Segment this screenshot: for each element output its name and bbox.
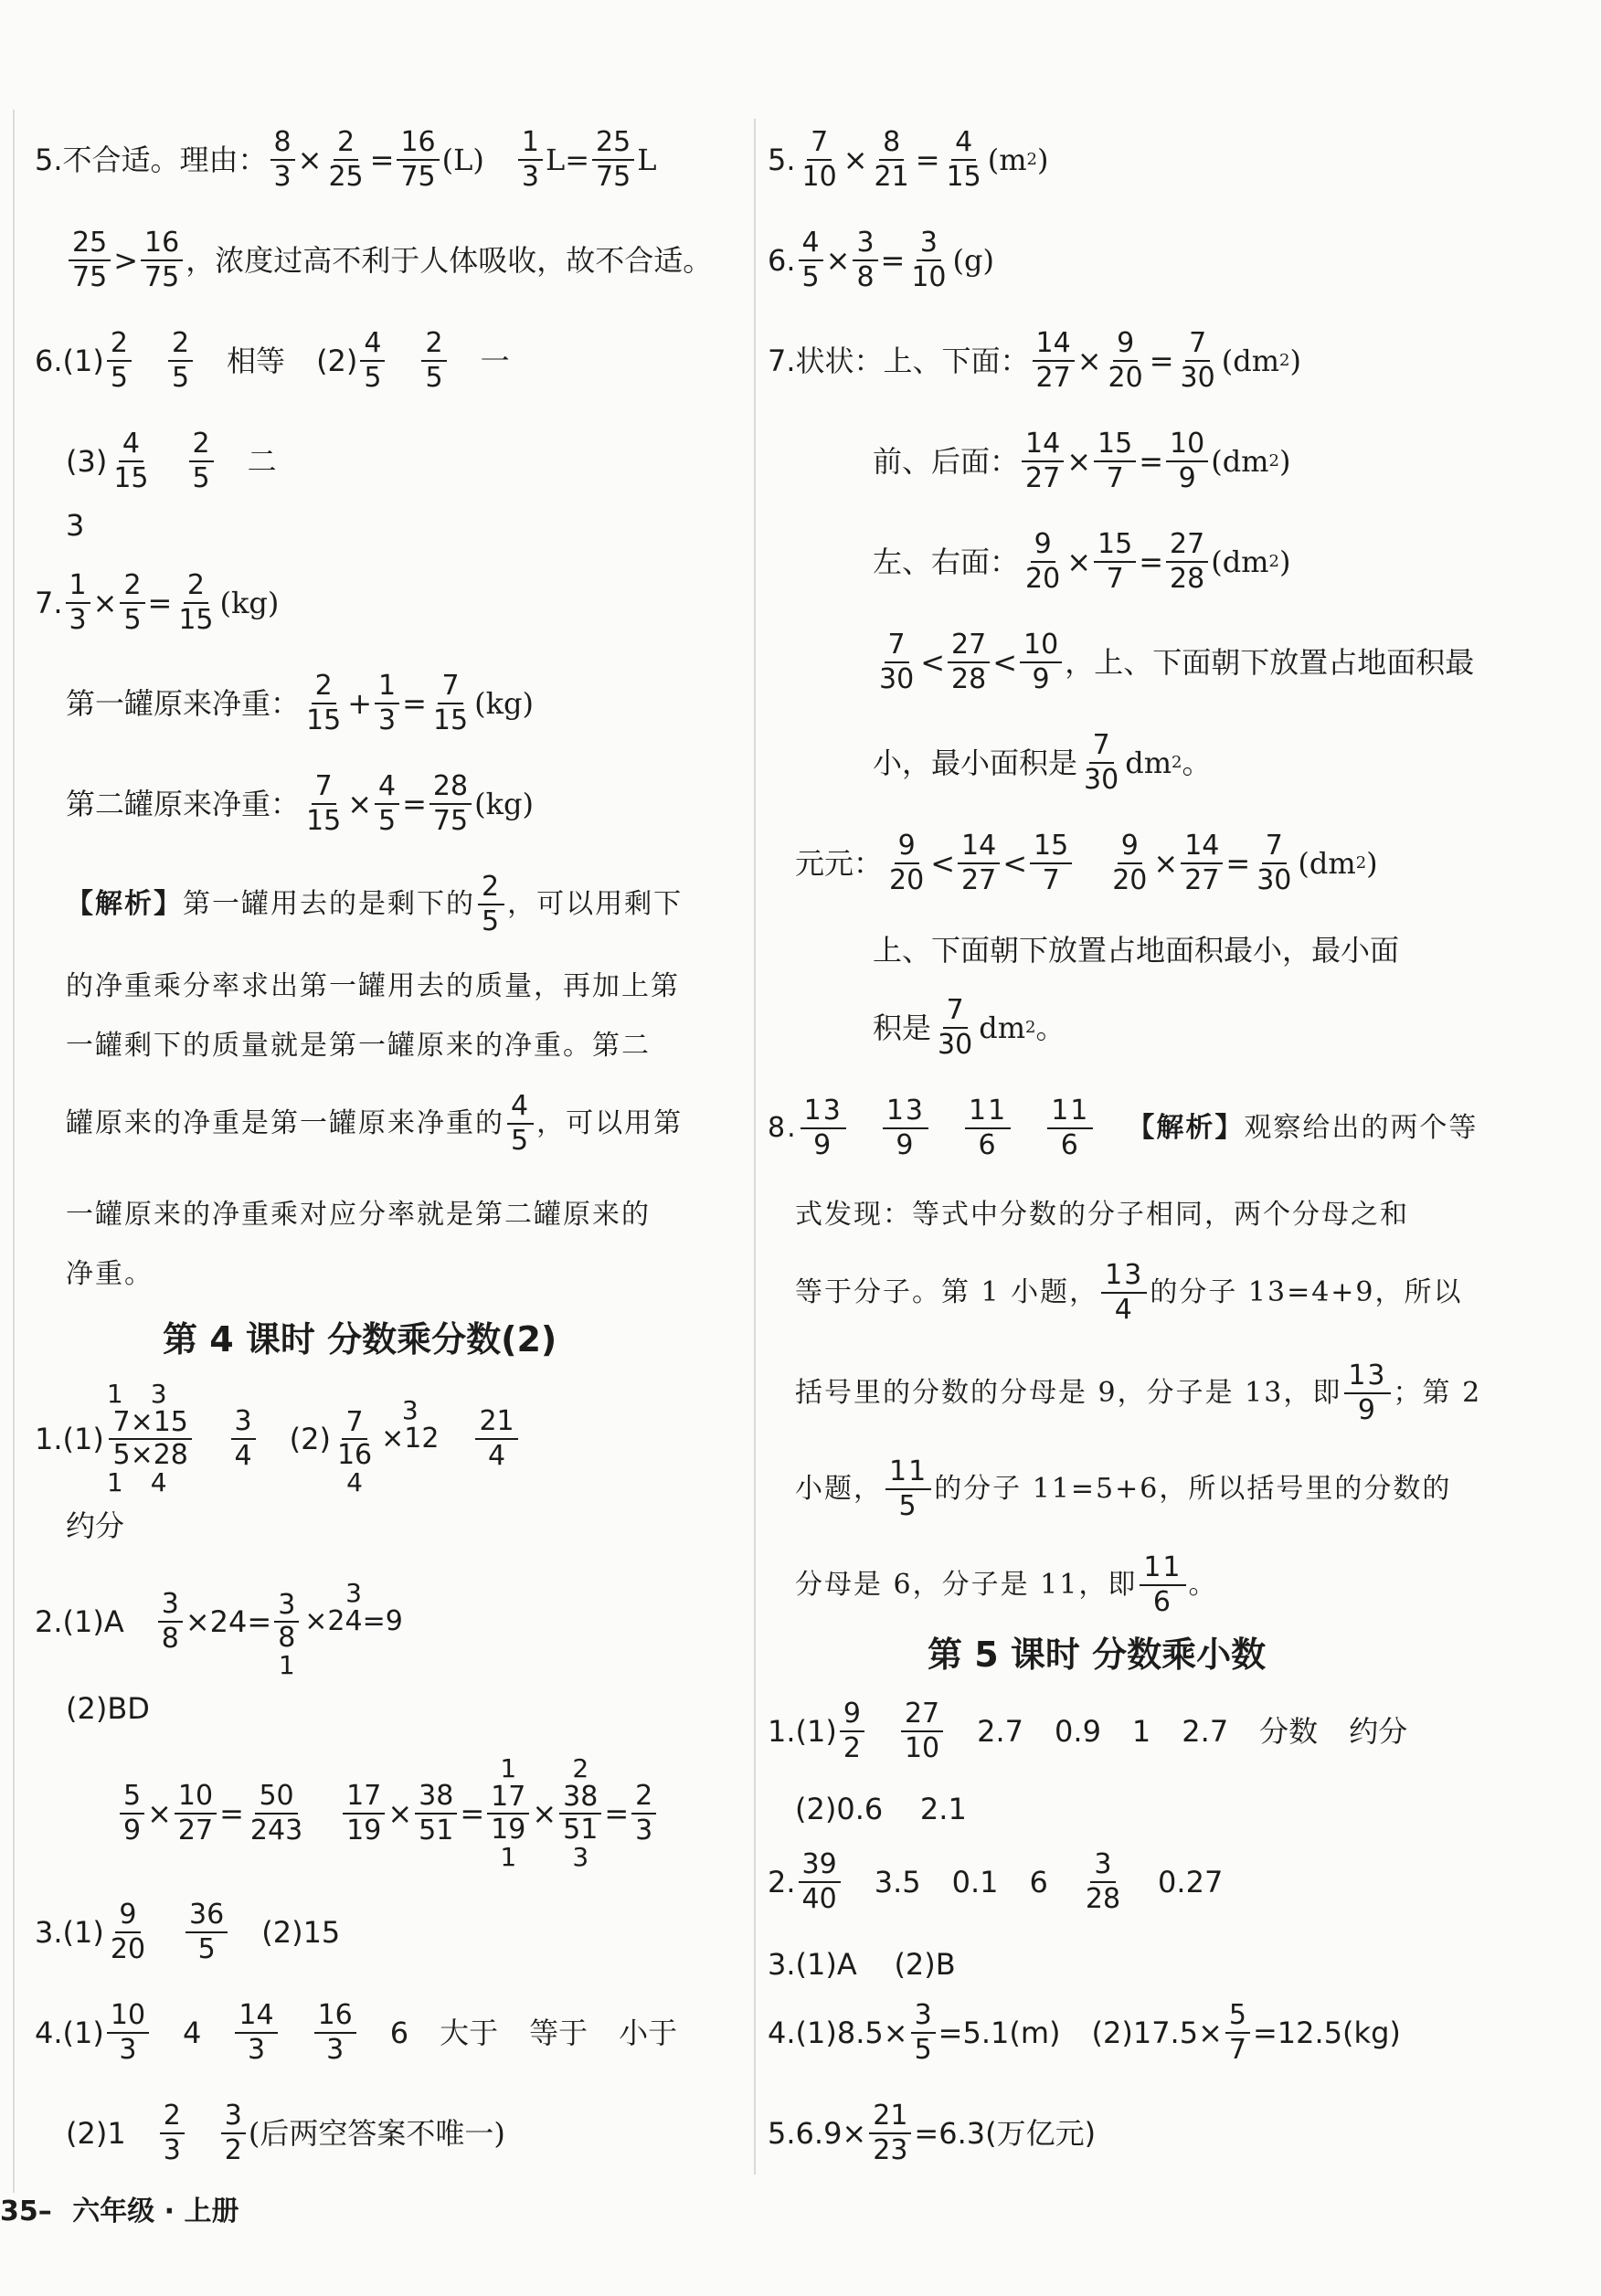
analysis-q7-line6: 净重。 bbox=[66, 1258, 154, 1290]
fraction: $\frac{39}{40}$ bbox=[799, 1851, 841, 1913]
right-q6-line: 6. $\frac{4}{5}$ × $\frac{3}{8}$ = $\frac{3}{10}$ (g) bbox=[768, 227, 994, 293]
fraction: $\frac{13}{4}$ bbox=[1101, 1262, 1147, 1324]
right-q7-line8: 积是 $\frac{7}{30}$ dm 2 。 bbox=[873, 994, 1066, 1061]
right-q8-line1: 8. $\frac{13}{9}$ $\frac{13}{9}$ $\frac{11}{6}$ $\frac{11}{6}$ 【解析】 观察给出的两个等 bbox=[768, 1095, 1479, 1161]
cancel-fraction: 2 38 51 3 bbox=[559, 1755, 601, 1872]
fraction: $\frac{13}{9}$ bbox=[1344, 1362, 1390, 1424]
fraction: $\frac{2}{25}$ bbox=[328, 126, 364, 193]
fraction: $\frac{3}{2}$ bbox=[221, 2102, 246, 2164]
lesson4-q1-note: 约分 bbox=[66, 1508, 125, 1543]
left-q7-line3: 第二罐原来净重： $\frac{7}{15}$ × $\frac{4}{5}$ = $\frac{28}{75}$ (kg) bbox=[66, 770, 534, 837]
right-q7-line1: 7. 状状：上、下面： $\frac{14}{27}$ × $\frac{9}{20}$ = $\frac{7}{30}$ (dm 2 ) bbox=[768, 327, 1301, 394]
fraction: $\frac{3}{28}$ bbox=[1085, 1848, 1121, 1915]
fraction: $\frac{10}{9}$ bbox=[1020, 631, 1062, 693]
analysis-q7-line5: 一罐原来的净重乘对应分率就是第二罐原来的 bbox=[66, 1199, 651, 1231]
fraction: $\frac{11}{6}$ bbox=[965, 1097, 1011, 1159]
fraction: $\frac{15}{7}$ bbox=[1094, 430, 1136, 492]
fraction: $\frac{7}{30}$ bbox=[1256, 830, 1292, 896]
lesson-5-heading: 第 5 课时 分数乘小数 bbox=[928, 1635, 1267, 1675]
lesson5-q4-line: 4.(1)8.5× $\frac{3}{5}$ =5.1(m) (2)17.5× $\frac{5}{7}$ =12.5(kg) bbox=[768, 1999, 1401, 2066]
fraction: $\frac{2}{15}$ bbox=[178, 569, 214, 636]
analysis-q7-line1: 【解析】 第一罐用去的是剩下的 $\frac{2}{5}$ ，可以用剩下 bbox=[66, 871, 684, 937]
fraction: $\frac{16}{75}$ bbox=[397, 129, 439, 191]
right-q7-line6: 元元： $\frac{9}{20}$ < $\frac{14}{27}$ < $\frac{15}{7}$ $\frac{9}{20}$ × $\frac{14}{27}$ = $\frac{7}{30}$ (dm 2 ) bbox=[795, 830, 1378, 896]
fraction: $\frac{14}{27}$ bbox=[958, 832, 1000, 894]
fraction: $\frac{27}{10}$ bbox=[901, 1700, 943, 1762]
fraction: $\frac{15}{7}$ bbox=[1030, 832, 1072, 894]
fraction: $\frac{14}{27}$ bbox=[1022, 430, 1064, 492]
right-q8-line2: 式发现：等式中分数的分子相同，两个分母之和 bbox=[795, 1199, 1409, 1231]
fraction: $\frac{7}{10}$ bbox=[801, 126, 837, 193]
left-q6-line2: (3) $\frac{4}{15}$ $\frac{2}{5}$ 二 bbox=[66, 428, 277, 494]
fraction: $\frac{7}{15}$ bbox=[432, 670, 469, 736]
fraction: $\frac{1}{3}$ bbox=[66, 572, 90, 634]
lesson5-q1-line1: 1.(1) $\frac{9}{2}$ $\frac{27}{10}$ 2.7 0.9 1 2.7 分数 约分 bbox=[768, 1698, 1408, 1764]
fraction: $\frac{25}{75}$ bbox=[592, 129, 634, 191]
cancel-fraction: 13 7×15 5×28 14 bbox=[106, 1379, 195, 1497]
fraction: $\frac{7}{30}$ bbox=[879, 629, 915, 695]
fraction: $\frac{27}{28}$ bbox=[948, 631, 990, 693]
fraction: $\frac{4}{15}$ bbox=[113, 428, 149, 494]
analysis-q7-line4: 罐原来的净重是第一罐原来净重的 $\frac{4}{5}$ ，可以用第 bbox=[66, 1090, 684, 1157]
lesson-4-heading: 第 4 课时 分数乘分数(2) bbox=[163, 1319, 557, 1360]
lesson4-q4-line2: (2)1 $\frac{2}{3}$ $\frac{3}{2}$ (后两空答案不唯一) bbox=[66, 2100, 505, 2166]
fraction: $\frac{50}{243}$ bbox=[249, 1780, 303, 1846]
fraction: $\frac{3}{10}$ bbox=[911, 227, 947, 293]
fraction: $\frac{8}{21}$ bbox=[874, 126, 909, 193]
grade-label: 六年级 · 上册 bbox=[72, 2195, 239, 2227]
fraction: $\frac{2}{3}$ bbox=[160, 2102, 185, 2164]
fraction: $\frac{2}{5}$ bbox=[120, 572, 144, 634]
fraction: $\frac{16}{3}$ bbox=[314, 2002, 356, 2064]
fraction: $\frac{10}{27}$ bbox=[175, 1783, 217, 1845]
fraction: $\frac{9}{20}$ bbox=[1112, 830, 1148, 896]
analysis-q7-line3: 一罐剩下的质量就是第一罐原来的净重。第二 bbox=[66, 1030, 651, 1062]
fraction: $\frac{9}{20}$ bbox=[110, 1899, 146, 1965]
fraction: $\frac{1}{3}$ bbox=[518, 129, 543, 191]
fraction: $\frac{11}{5}$ bbox=[885, 1458, 931, 1520]
fraction: $\frac{1}{3}$ bbox=[375, 672, 399, 735]
fraction: $\frac{7}{15}$ bbox=[306, 770, 342, 837]
fraction: $\frac{2}{3}$ bbox=[631, 1783, 656, 1845]
cancel-fraction: 7 16 4 bbox=[336, 1406, 373, 1497]
fraction: $\frac{4}{5}$ bbox=[360, 330, 385, 392]
fraction: $\frac{2}{15}$ bbox=[306, 670, 342, 736]
fraction: $\frac{13}{9}$ bbox=[883, 1097, 928, 1159]
fraction: $\frac{11}{6}$ bbox=[1047, 1097, 1093, 1159]
lesson5-q3-line: 3.(1)A (2)B bbox=[768, 1947, 956, 1982]
right-q8-line3: 等于分子。第 1 小题， $\frac{13}{4}$ 的分子 13=4+9，所以 bbox=[795, 1259, 1463, 1326]
lesson4-q2-line3: $\frac{5}{9}$ × $\frac{10}{27}$ = $\frac{50}{243}$ $\frac{17}{19}$ × $\frac{38}{51}$ = 1 17 19 1 × 2 38 51 3 = $\frac{2}{3}$ bbox=[117, 1745, 659, 1882]
fraction: $\frac{14}{3}$ bbox=[235, 2002, 277, 2064]
left-q6-line1: 6.(1) $\frac{2}{5}$ $\frac{2}{5}$ 相等 (2) $\frac{4}{5}$ $\frac{2}{5}$ 一 bbox=[35, 327, 510, 394]
page-footer: 35– 六年级 · 上册 bbox=[0, 2195, 239, 2227]
fraction: $\frac{4}{5}$ bbox=[375, 773, 399, 835]
fraction: $\frac{27}{28}$ bbox=[1166, 531, 1208, 593]
fraction: $\frac{14}{27}$ bbox=[1181, 832, 1223, 894]
fraction: $\frac{17}{19}$ bbox=[343, 1783, 385, 1845]
fraction: $\frac{36}{5}$ bbox=[186, 1901, 228, 1963]
fraction: $\frac{13}{9}$ bbox=[800, 1097, 846, 1159]
fraction: $\frac{2}{5}$ bbox=[478, 873, 504, 936]
right-q7-line2: 前、后面： $\frac{14}{27}$ × $\frac{15}{7}$ = $\frac{10}{9}$ (dm 2 ) bbox=[873, 428, 1291, 494]
left-q5-line2: $\frac{25}{75}$ > $\frac{16}{75}$ ，浓度过高不利于人体吸收，故不合适。 bbox=[66, 219, 712, 302]
lesson5-q1-line2: (2)0.6 2.1 bbox=[795, 1792, 967, 1826]
lesson4-q2-line2: (2)BD bbox=[66, 1691, 150, 1726]
column-divider bbox=[754, 119, 756, 2174]
left-q6-line3: 3 bbox=[66, 508, 85, 543]
left-q7-line1: 7. $\frac{1}{3}$ × $\frac{2}{5}$ = $\frac{2}{15}$ (kg) bbox=[35, 569, 280, 636]
fraction: $\frac{9}{20}$ bbox=[1108, 327, 1143, 394]
fraction: $\frac{4}{5}$ bbox=[799, 229, 823, 291]
fraction: $\frac{2}{5}$ bbox=[107, 330, 132, 392]
fraction: $\frac{9}{2}$ bbox=[840, 1700, 864, 1762]
fraction: $\frac{4}{5}$ bbox=[507, 1093, 534, 1155]
lesson5-q5-line: 5.6.9× $\frac{21}{23}$ =6.3(万亿元) bbox=[768, 2100, 1097, 2166]
fraction: $\frac{28}{75}$ bbox=[429, 773, 472, 835]
fraction: $\frac{14}{27}$ bbox=[1033, 330, 1075, 392]
fraction: $\frac{3}{4}$ bbox=[231, 1408, 256, 1470]
right-q7-line5: 小，最小面积是 $\frac{7}{30}$ dm 2 。 bbox=[873, 729, 1212, 796]
fraction: $\frac{3}{8}$ bbox=[853, 229, 877, 291]
right-q7-line7: 上、下面朝下放置占地面积最小，最小面 bbox=[873, 933, 1400, 968]
fraction: $\frac{10}{9}$ bbox=[1166, 430, 1208, 492]
fraction: $\frac{21}{23}$ bbox=[869, 2102, 911, 2164]
lesson5-q2-line: 2. $\frac{39}{40}$ 3.5 0.1 6 $\frac{3}{28}$ 0.27 bbox=[768, 1848, 1224, 1915]
cancel-fraction: 1 17 19 1 bbox=[487, 1755, 529, 1872]
fraction: $\frac{8}{3}$ bbox=[270, 129, 295, 191]
right-q8-line6: 分母是 6，分子是 11，即 $\frac{11}{6}$ 。 bbox=[795, 1551, 1218, 1618]
fraction: $\frac{7}{30}$ bbox=[938, 994, 973, 1061]
fraction: $\frac{21}{4}$ bbox=[475, 1408, 517, 1470]
fraction: $\frac{15}{7}$ bbox=[1094, 531, 1136, 593]
lesson4-q4-line1: 4.(1) $\frac{10}{3}$ 4 $\frac{14}{3}$ $\frac{16}{3}$ 6 大于 等于 小于 bbox=[35, 1999, 678, 2066]
fraction: $\frac{2}{5}$ bbox=[168, 330, 193, 392]
lesson4-q3-line: 3.(1) $\frac{9}{20}$ $\frac{36}{5}$ (2)15 bbox=[35, 1899, 341, 1965]
fraction: $\frac{9}{20}$ bbox=[1025, 528, 1061, 595]
right-q7-line3: 左、右面： $\frac{9}{20}$ × $\frac{15}{7}$ = $\frac{27}{28}$ (dm 2 ) bbox=[873, 528, 1291, 595]
fraction: $\frac{3}{5}$ bbox=[911, 2002, 936, 2064]
left-q5-line1: 5. 不合适。理由： $\frac{8}{3}$ × $\frac{2}{25}$ = $\frac{16}{75}$ (L) $\frac{1}{3}$ L= $\frac{25}{75}$ L bbox=[35, 126, 657, 193]
fraction: $\frac{10}{3}$ bbox=[107, 2002, 149, 2064]
fraction: $\frac{5}{7}$ bbox=[1225, 2002, 1250, 2064]
fraction: $\frac{7}{30}$ bbox=[1084, 729, 1119, 796]
right-q8-line5: 小题， $\frac{11}{5}$ 的分子 11=5+6，所以括号里的分数的 bbox=[795, 1455, 1452, 1522]
page-number: 35 bbox=[0, 2195, 38, 2227]
fraction: $\frac{5}{9}$ bbox=[120, 1783, 144, 1845]
fraction: $\frac{3}{8}$ bbox=[158, 1591, 183, 1653]
cancel-fraction: 3 8 1 bbox=[274, 1563, 299, 1680]
fraction: $\frac{2}{5}$ bbox=[189, 430, 214, 492]
fraction: $\frac{11}{6}$ bbox=[1140, 1554, 1185, 1616]
left-border bbox=[13, 110, 15, 2193]
fraction: $\frac{25}{75}$ bbox=[69, 229, 111, 291]
right-q8-line4: 括号里的分数的分母是 9，分子是 13，即 $\frac{13}{9}$ ；第 2 bbox=[795, 1360, 1482, 1426]
right-q7-line4: $\frac{7}{30}$ < $\frac{27}{28}$ < $\frac{10}{9}$ ，上、下面朝下放置占地面积最 bbox=[873, 621, 1474, 704]
analysis-q7-line2: 的净重乘分率求出第一罐用去的质量，再加上第 bbox=[66, 970, 680, 1002]
fraction: $\frac{16}{75}$ bbox=[141, 229, 183, 291]
fraction: $\frac{7}{30}$ bbox=[1180, 327, 1215, 394]
left-q7-line2: 第一罐原来净重： $\frac{2}{15}$ + $\frac{1}{3}$ = $\frac{7}{15}$ (kg) bbox=[66, 670, 534, 736]
fraction: $\frac{2}{5}$ bbox=[421, 330, 446, 392]
lesson4-q1-line: 1.(1) 13 7×15 5×28 14 $\frac{3}{4}$ (2) 7 16 4 3 ×12 $\frac{21}{4}$ bbox=[35, 1380, 521, 1498]
right-q5-line: 5. $\frac{7}{10}$ × $\frac{8}{21}$ = $\frac{4}{15}$ (m 2 ) bbox=[768, 126, 1049, 193]
lesson4-q2-line1: 2.(1)A $\frac{3}{8}$ ×24= 3 8 1 3 ×24=9 bbox=[35, 1562, 406, 1681]
fraction: $\frac{4}{15}$ bbox=[946, 126, 981, 193]
fraction: $\frac{9}{20}$ bbox=[889, 830, 925, 896]
fraction: $\frac{38}{51}$ bbox=[415, 1783, 457, 1845]
